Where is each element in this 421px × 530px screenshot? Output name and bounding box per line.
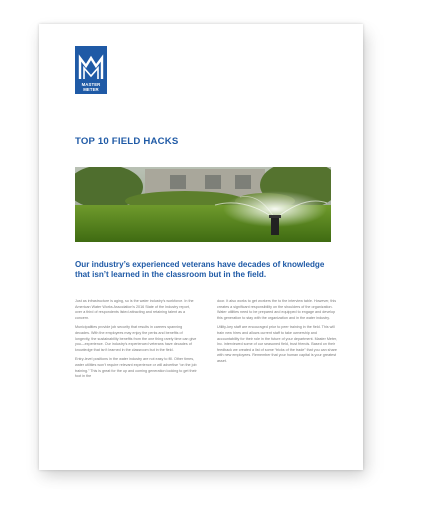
logo-line2: METER	[83, 86, 99, 92]
body-column-right	[217, 299, 339, 369]
paragraph: door. It also works to get workers the to the interview table. However, this creates a significant responsibility on the shoulders of the organization. Water utilities need to be prepared and equipped to engage and develop this generation to stay with the organization and in the water industry.	[217, 299, 337, 320]
document-title: TOP 10 FIELD HACKS	[75, 136, 179, 147]
master-meter-logo	[75, 46, 107, 94]
paragraph: Municipalities provide job security that results in careers spanning decades. With the employees may enjoy the perks and benefits of longevity, the sustainability benefits from the one thing rarely time can give you—experience. Our industry’s experienced veterans have decades of knowledge that isn’t learned in the classroom but in the field.	[75, 325, 197, 352]
paragraph: Entry-level positions in the water industry are not easy to fill. Other times, water utilities won’t require relevant experience or will advertise “on the job training.” This is great for the up and coming generation looking to get their foot in the	[75, 357, 197, 379]
brochure-page	[39, 24, 363, 470]
paragraph: Utility-key staff are encouraged prior to peer training in the field. This will train new hires and allows current staff to take ownership and accountability for their role in the future of your department. Master Meter, Inc. interviewed some of our seasoned field, trust friends. Based on their feedback we created a list of some “tricks of the trade” that you can share with new employees. Remember that your human capital is your greatest asset.	[217, 325, 338, 363]
body-column-left	[75, 299, 197, 384]
lawn-sprinkler-image	[75, 167, 331, 242]
logo-line1: MASTER	[81, 82, 101, 87]
sprinkler-photo	[75, 167, 331, 242]
paragraph: Just as infrastructure is aging, so is the water industry’s workforce. In the American Water Works Association’s 2016 State of the Industry report, over a third of respondents listed attracting and retaining talent as a concern.	[75, 299, 194, 320]
document-subtitle: Our industry’s experienced veterans have decades of knowledge that isn’t learned in the classroom but in the field.	[75, 260, 325, 280]
